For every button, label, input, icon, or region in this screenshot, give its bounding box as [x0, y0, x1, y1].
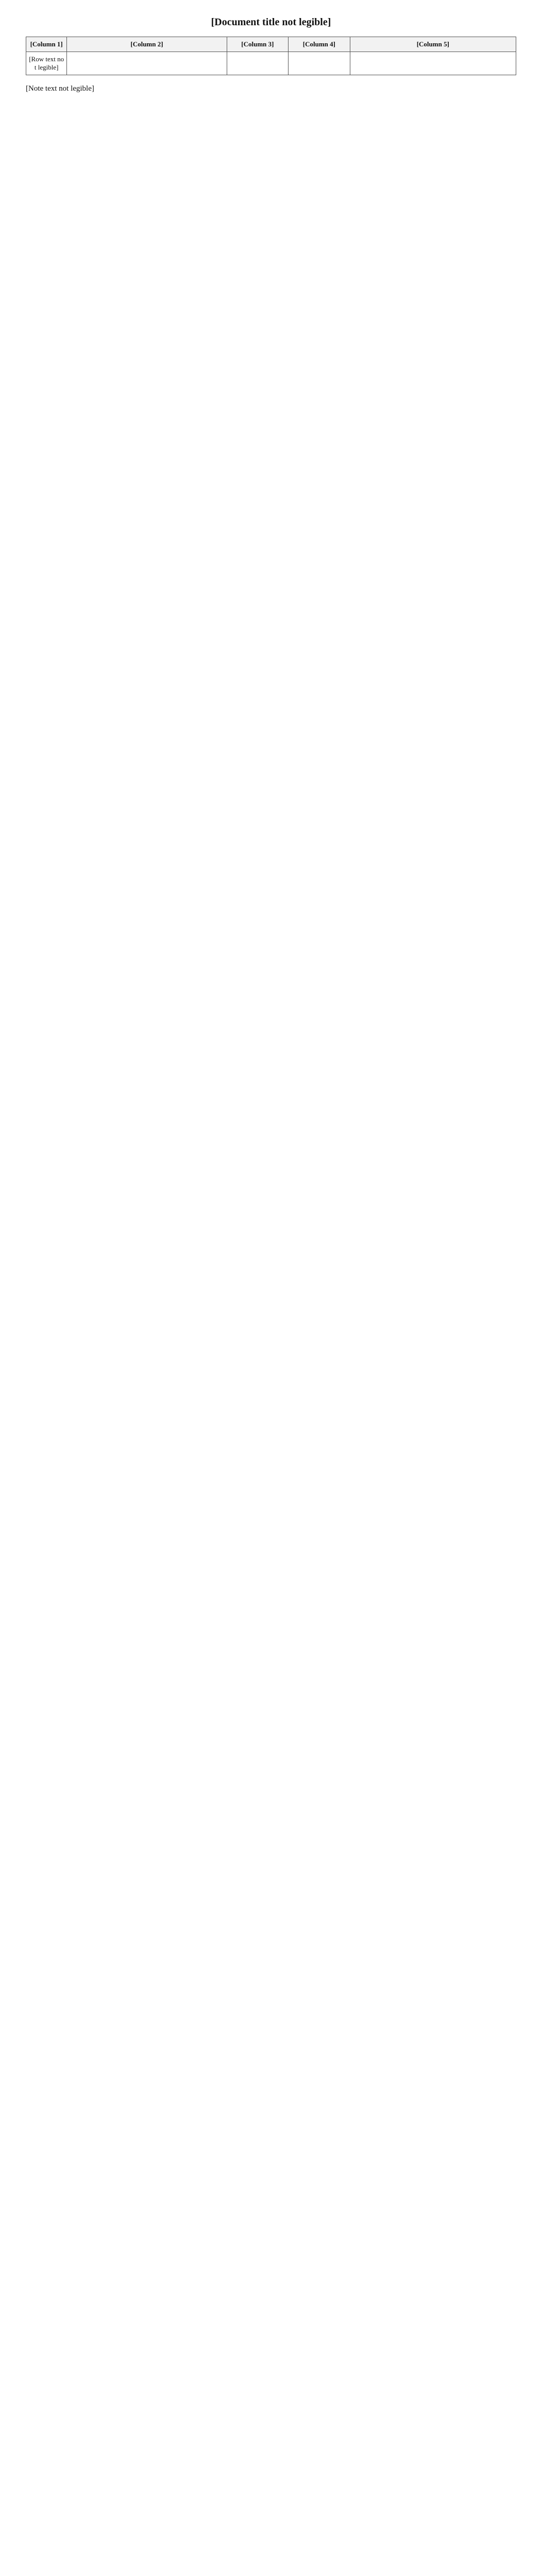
fee-table	[26, 37, 516, 75]
fee-note: [Note text not legible]	[26, 84, 94, 93]
table-header	[26, 37, 516, 52]
cell-major	[67, 52, 227, 75]
header-cell-no: [Column 1]	[26, 37, 67, 52]
table-header-row	[26, 37, 516, 52]
table-body	[26, 52, 516, 75]
header-cell-fee: [Column 4]	[289, 37, 350, 52]
document-page	[0, 0, 542, 108]
header-cell-major: [Column 2]	[67, 37, 227, 52]
header-cell-campus: [Column 5]	[350, 37, 516, 52]
table-row	[26, 52, 516, 75]
cell-no: [Row text not legible]	[26, 52, 67, 75]
document-title: [Document title not legible]	[211, 16, 331, 28]
cell-campus	[350, 52, 516, 75]
cell-fee	[289, 52, 350, 75]
cell-plan	[227, 52, 289, 75]
header-cell-plan: [Column 3]	[227, 37, 289, 52]
